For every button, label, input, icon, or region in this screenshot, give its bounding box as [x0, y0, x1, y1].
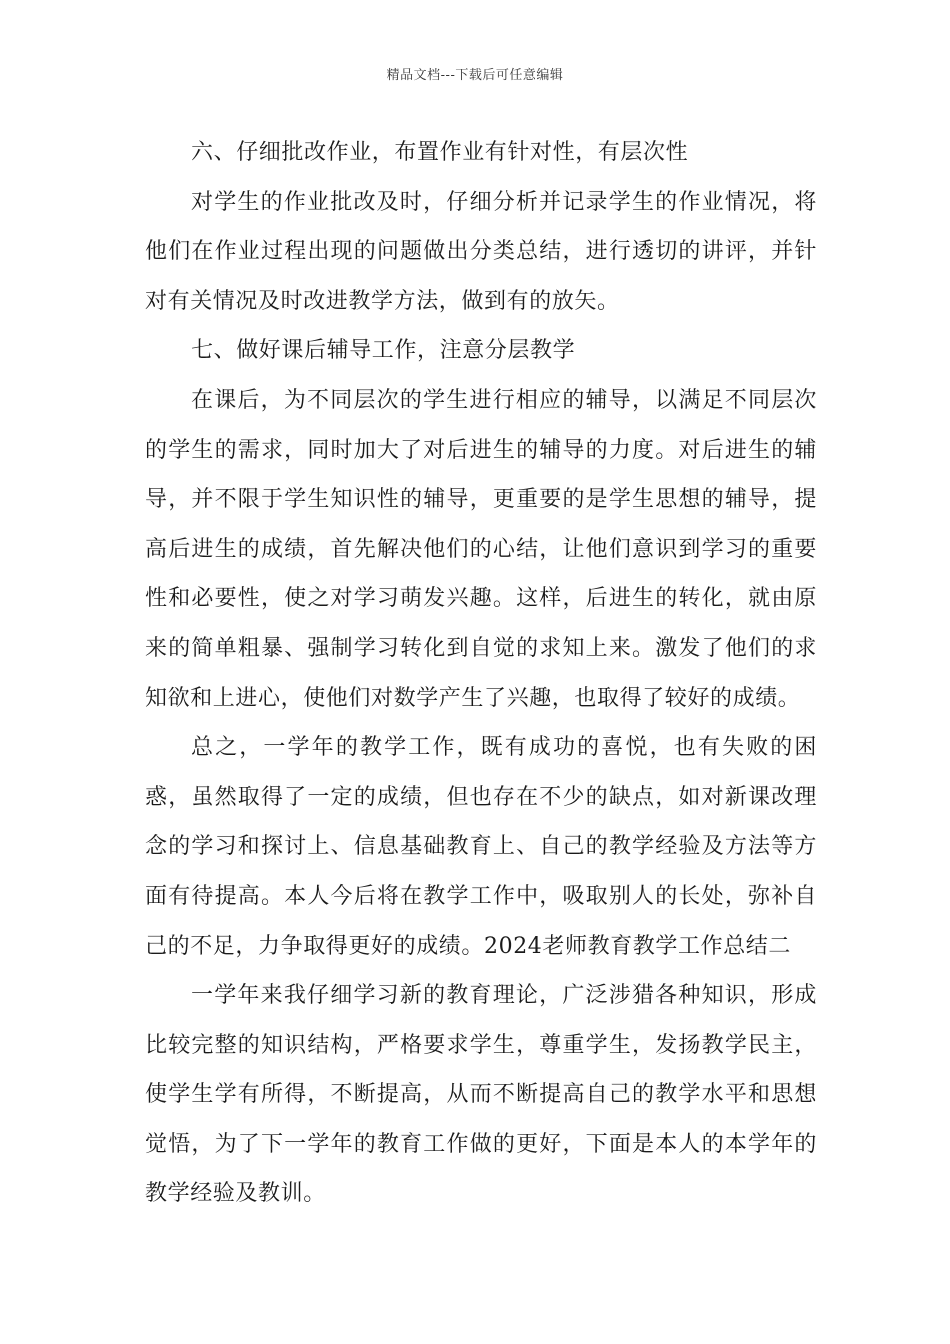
paragraph-summary: 总之，一学年的教学工作，既有成功的喜悦，也有失败的困惑，虽然取得了一定的成绩，但也存在不少的缺点，如对新课改理念的学习和探讨上、信息基础教育上、自己的教学经验及方法等方面有待提高。本人今后将在教学工作中，吸取别人的长处，弥补自己的不足，力争取得更好的成绩。2024老师教育教学工作总结二 — [145, 735, 817, 959]
document-body — [145, 128, 817, 1219]
section-heading-6: 六、仔细批改作业，布置作业有针对性，有层次性 — [191, 140, 689, 165]
paragraph-tutoring: 在课后，为不同层次的学生进行相应的辅导，以满足不同层次的学生的需求，同时加大了对后进生的辅导的力度。对后进生的辅导，并不限于学生知识性的辅导，更重要的是学生思想的辅导，提高后进生的成绩，首先解决他们的心结，让他们意识到学习的重要性和必要性，使之对学习萌发兴趣。这样，后进生的转化，就由原来的简单粗暴、强制学习转化到自觉的求知上来。激发了他们的求知欲和上进心，使他们对数学产生了兴趣，也取得了较好的成绩。 — [145, 387, 817, 711]
paragraph-second-summary: 一学年来我仔细学习新的教育理论，广泛涉猎各种知识，形成比较完整的知识结构，严格要求学生，尊重学生，发扬教学民主，使学生学有所得，不断提高，从而不断提高自己的教学水平和思想觉悟，为了下一学年的教育工作做的更好，下面是本人的本学年的教学经验及教训。 — [145, 983, 817, 1207]
paragraph-homework: 对学生的作业批改及时，仔细分析并记录学生的作业情况，将他们在作业过程出现的问题做出分类总结，进行透切的讲评，并针对有关情况及时改进教学方法，做到有的放矢。 — [145, 189, 817, 314]
section-heading-7: 七、做好课后辅导工作，注意分层教学 — [191, 338, 576, 364]
page-header: 精品文档---下载后可任意编辑 — [386, 68, 564, 83]
